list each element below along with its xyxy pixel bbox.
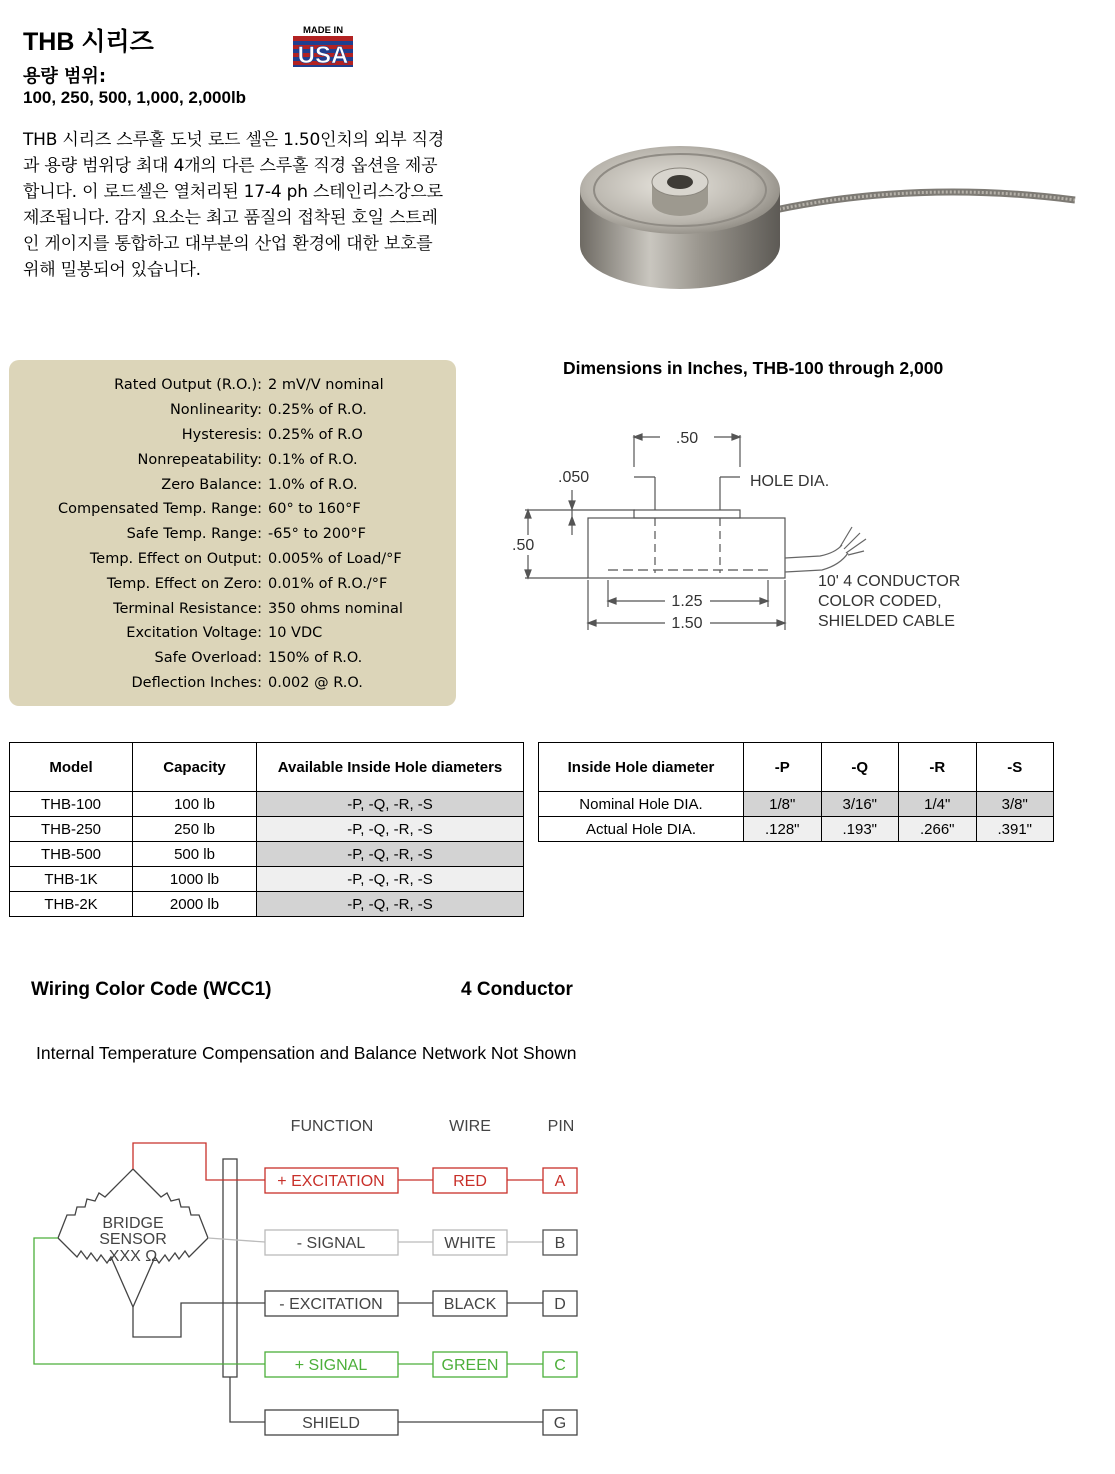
table-row <box>10 892 524 917</box>
table-row <box>539 817 1054 842</box>
model-cell: THB-2K <box>10 892 133 917</box>
dim-step: .050 <box>558 469 590 486</box>
capacity-label: 용량 범위: <box>23 66 107 87</box>
wire-green: GREEN <box>441 1357 499 1374</box>
pin-b: B <box>554 1235 566 1252</box>
table-row <box>10 817 524 842</box>
dimension-drawing <box>500 415 1020 640</box>
spec-label: Terminal Resistance: <box>113 600 262 617</box>
hole-diameter-table <box>538 742 1054 842</box>
col-capacity: Capacity <box>133 743 257 792</box>
spec-value: 1.0% of R.O. <box>268 476 358 493</box>
spec-label: Nonlinearity: <box>169 402 262 419</box>
dim-inner-width: 1.25 <box>671 593 703 610</box>
cable-note-line1: 10' 4 CONDUCTOR <box>818 573 961 590</box>
model-cell: THB-250 <box>10 817 133 842</box>
dim-hole-label: HOLE DIA. <box>750 473 830 490</box>
col-wire-header: WIRE <box>449 1118 491 1135</box>
col-pin-header: PIN <box>547 1118 575 1135</box>
function-signal-minus: - SIGNAL <box>296 1235 366 1252</box>
function-signal-plus: + SIGNAL <box>294 1357 368 1374</box>
spec-value: 150% of R.O. <box>268 650 363 667</box>
spec-value: -65° to 200°F <box>268 526 366 543</box>
spec-row <box>9 571 456 596</box>
logo-made-in-text: MADE IN <box>302 25 344 36</box>
spec-row <box>9 497 456 522</box>
hole-options-cell: -P, -Q, -R, -S <box>257 892 524 917</box>
hole-options-cell: -P, -Q, -R, -S <box>257 817 524 842</box>
dim-top-width: .50 <box>675 430 699 447</box>
hole-value-cell: .193" <box>821 817 899 842</box>
spec-label: Deflection Inches: <box>131 674 262 691</box>
col-r: -R <box>899 743 977 792</box>
col-s: -S <box>976 743 1054 792</box>
col-hole-options: Available Inside Hole diameters <box>257 743 524 792</box>
col-p: -P <box>744 743 822 792</box>
spec-row <box>9 398 456 423</box>
spec-value: 350 ohms nominal <box>268 600 403 617</box>
spec-label: Compensated Temp. Range: <box>58 501 262 518</box>
model-cell: THB-500 <box>10 842 133 867</box>
spec-row <box>9 423 456 448</box>
spec-label: Excitation Voltage: <box>126 625 262 642</box>
table-row <box>10 867 524 892</box>
spec-value: 0.1% of R.O. <box>268 451 358 468</box>
page-title: THB 시리즈 <box>23 28 154 56</box>
table-row <box>539 792 1054 817</box>
dim-outer-width: 1.50 <box>671 615 703 632</box>
spec-row <box>9 671 456 696</box>
wire-red: RED <box>453 1173 487 1190</box>
model-cell: THB-1K <box>10 867 133 892</box>
spec-label: Temp. Effect on Output: <box>89 550 262 567</box>
wire-black: BLACK <box>443 1296 497 1313</box>
function-excitation-plus: + EXCITATION <box>277 1173 385 1190</box>
spec-row <box>9 522 456 547</box>
spec-row <box>9 547 456 572</box>
conductor-label: 4 Conductor <box>461 979 573 1000</box>
function-excitation-minus: - EXCITATION <box>279 1296 383 1313</box>
bridge-label-line2: SENSOR <box>99 1231 167 1248</box>
pin-d: D <box>554 1296 566 1313</box>
function-shield: SHIELD <box>302 1415 360 1432</box>
pin-a: A <box>554 1173 566 1190</box>
hole-value-cell: .266" <box>899 817 977 842</box>
hole-value-cell: 1/4" <box>899 792 977 817</box>
hole-value-cell: 3/8" <box>976 792 1054 817</box>
cable-note-line3: SHIELDED CABLE <box>818 613 955 630</box>
capacity-cell: 250 lb <box>133 817 257 842</box>
hole-options-cell: -P, -Q, -R, -S <box>257 867 524 892</box>
hole-value-cell: .391" <box>976 817 1054 842</box>
hole-value-cell: 3/16" <box>821 792 899 817</box>
spec-row <box>9 646 456 671</box>
spec-row <box>9 472 456 497</box>
cable-note-line2: COLOR CODED, <box>818 593 942 610</box>
capacity-cell: 100 lb <box>133 792 257 817</box>
spec-value: 10 VDC <box>268 625 323 642</box>
spec-row <box>9 373 456 398</box>
hole-row-label: Nominal Hole DIA. <box>539 792 744 817</box>
logo-usa-text: USA <box>297 42 349 69</box>
load-cell-photo <box>560 140 1080 310</box>
bridge-label-line3: XXX Ω <box>108 1248 158 1265</box>
spec-value: 0.01% of R.O./°F <box>268 575 388 592</box>
pin-g: G <box>553 1415 567 1432</box>
pin-c: C <box>554 1357 566 1374</box>
spec-label: Safe Overload: <box>154 650 262 667</box>
capacity-cell: 2000 lb <box>133 892 257 917</box>
col-q: -Q <box>821 743 899 792</box>
dim-height: .50 <box>512 537 535 554</box>
spec-label: Rated Output (R.O.): <box>114 377 262 394</box>
spec-row <box>9 596 456 621</box>
table-row <box>10 842 524 867</box>
model-cell: THB-100 <box>10 792 133 817</box>
hole-options-cell: -P, -Q, -R, -S <box>257 842 524 867</box>
spec-label: Zero Balance: <box>161 476 262 493</box>
col-model: Model <box>10 743 133 792</box>
capacity-cell: 500 lb <box>133 842 257 867</box>
specifications-table <box>9 373 456 695</box>
col-function-header: FUNCTION <box>290 1118 374 1135</box>
spec-label: Temp. Effect on Zero: <box>106 575 262 592</box>
spec-value: 0.25% of R.O <box>268 426 363 443</box>
hole-options-cell: -P, -Q, -R, -S <box>257 792 524 817</box>
hole-value-cell: 1/8" <box>744 792 822 817</box>
spec-row <box>9 621 456 646</box>
spec-label: Safe Temp. Range: <box>126 526 262 543</box>
made-in-usa-logo <box>292 23 354 69</box>
hole-value-cell: .128" <box>744 817 822 842</box>
model-table <box>9 742 524 917</box>
hole-row-label: Actual Hole DIA. <box>539 817 744 842</box>
capacity-cell: 1000 lb <box>133 867 257 892</box>
wire-white: WHITE <box>444 1235 496 1252</box>
col-inside-hole: Inside Hole diameter <box>539 743 744 792</box>
wiring-note: Internal Temperature Compensation and Balance Network Not Shown <box>36 1043 577 1063</box>
bridge-label-line1: BRIDGE <box>102 1215 164 1232</box>
spec-value: 0.005% of Load/°F <box>268 550 402 567</box>
spec-value: 0.002 @ R.O. <box>268 674 363 691</box>
spec-value: 2 mV/V nominal <box>268 377 384 394</box>
capacity-values: 100, 250, 500, 1,000, 2,000lb <box>23 88 247 107</box>
shield-bar <box>223 1159 237 1377</box>
spec-row <box>9 447 456 472</box>
spec-value: 0.25% of R.O. <box>268 402 367 419</box>
spec-label: Nonrepeatability: <box>137 451 262 468</box>
spec-label: Hysteresis: <box>181 426 262 443</box>
specifications-box <box>9 360 456 706</box>
table-row <box>10 792 524 817</box>
spec-value: 60° to 160°F <box>268 501 361 518</box>
wiring-title: Wiring Color Code (WCC1) <box>31 979 272 1000</box>
intro-paragraph: THB 시리즈 스루홀 도넛 로드 셀은 1.50인치의 외부 직경과 용량 범위당 최대 4개의 다른 스루홀 직경 옵션을 제공합니다. 이 로드셀은 열처리된 17-4 ph 스테인리스강으로 제조됩니다. 감지 요소는 최고 품질의 접착된 호일 스트레인 게이지를 통합하고 대부분의 산업 환경에 대한 보호를 위해 밀봉되어 있습니다. <box>23 130 445 280</box>
wiring-diagram <box>25 1105 605 1450</box>
dimensions-title: Dimensions in Inches, THB-100 through 2,000 <box>563 358 944 378</box>
